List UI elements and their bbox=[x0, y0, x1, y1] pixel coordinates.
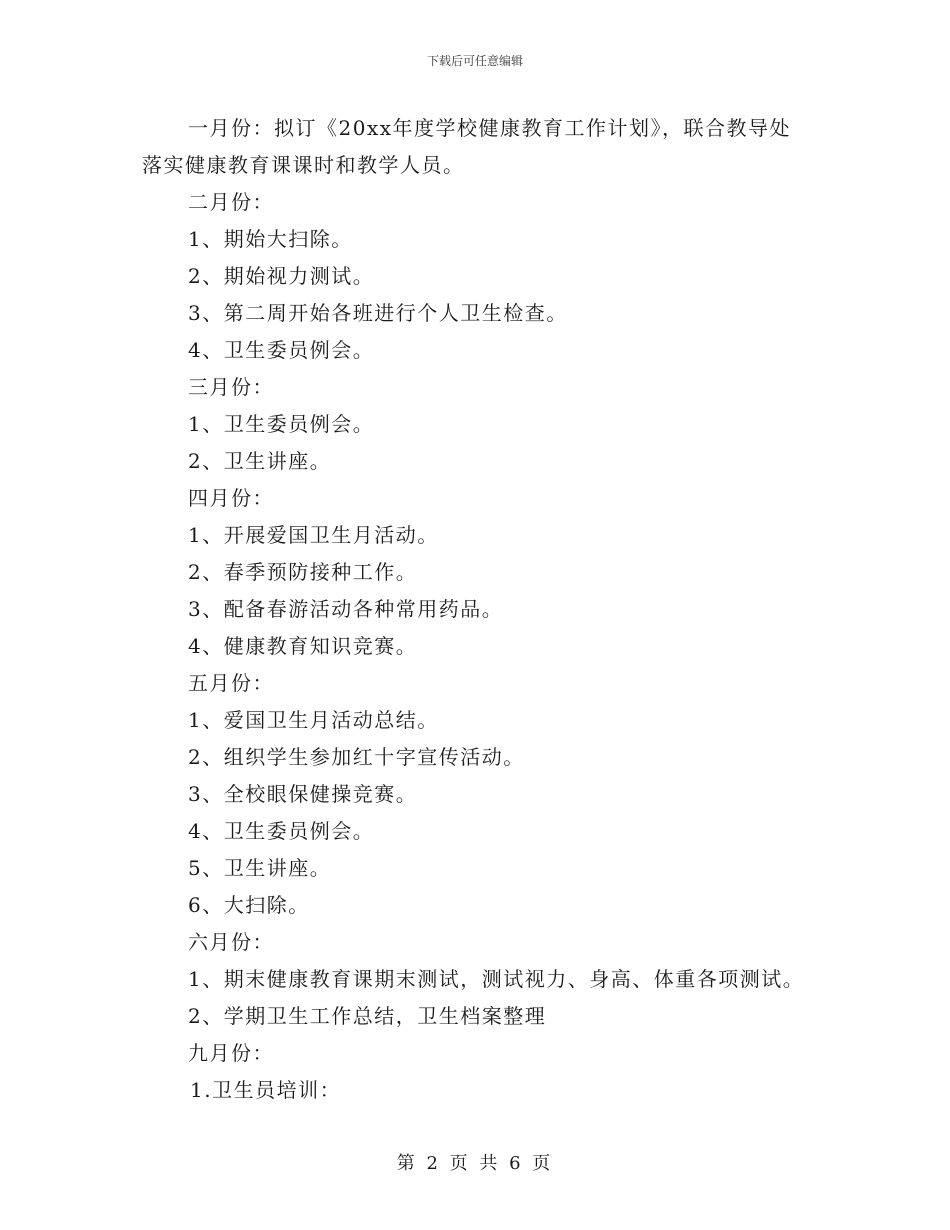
list-item: 1、开展爱国卫生月活动。 bbox=[188, 523, 439, 547]
page-number-footer: 第 2 页 共 6 页 bbox=[396, 1153, 554, 1174]
list-item: 2、春季预防接种工作。 bbox=[188, 560, 418, 584]
document-body bbox=[142, 110, 822, 1109]
section-heading-may: 五月份： bbox=[188, 671, 274, 695]
section-heading-september: 九月份： bbox=[188, 1041, 274, 1065]
list-item: 2、卫生讲座。 bbox=[188, 449, 332, 473]
section-heading-february: 二月份： bbox=[188, 190, 274, 214]
list-item: 2、期始视力测试。 bbox=[188, 264, 375, 288]
page-header: 下载后可任意编辑 bbox=[426, 54, 523, 68]
list-item: 2、组织学生参加红十字宣传活动。 bbox=[188, 745, 525, 769]
list-item: 1、卫生委员例会。 bbox=[188, 412, 375, 436]
list-item: 1、爱国卫生月活动总结。 bbox=[188, 708, 439, 732]
section-heading-april: 四月份： bbox=[188, 486, 274, 510]
intro-paragraph-line-1: 一月份：拟订《20xx年度学校健康教育工作计划》，联合教导处 bbox=[188, 116, 792, 140]
list-item: 4、卫生委员例会。 bbox=[188, 819, 375, 843]
list-item: 5、卫生讲座。 bbox=[188, 856, 332, 880]
list-item: 6、大扫除。 bbox=[188, 893, 310, 917]
list-item: 4、卫生委员例会。 bbox=[188, 338, 375, 362]
list-item: 1、期末健康教育课期末测试，测试视力、身高、体重各项测试。 bbox=[188, 967, 805, 991]
list-item: 3、全校眼保健操竞赛。 bbox=[188, 782, 418, 806]
list-item: 2、学期卫生工作总结，卫生档案整理 bbox=[188, 1004, 547, 1028]
list-item: 3、配备春游活动各种常用药品。 bbox=[188, 597, 504, 621]
list-item: 1、期始大扫除。 bbox=[188, 227, 353, 251]
list-item: 3、第二周开始各班进行个人卫生检查。 bbox=[188, 301, 568, 325]
list-item: 4、健康教育知识竞赛。 bbox=[188, 634, 418, 658]
list-item: 1.卫生员培训： bbox=[190, 1078, 342, 1102]
intro-paragraph-line-2: 落实健康教育课课时和教学人员。 bbox=[142, 153, 465, 177]
section-heading-march: 三月份： bbox=[188, 375, 274, 399]
section-heading-june: 六月份： bbox=[188, 930, 274, 954]
